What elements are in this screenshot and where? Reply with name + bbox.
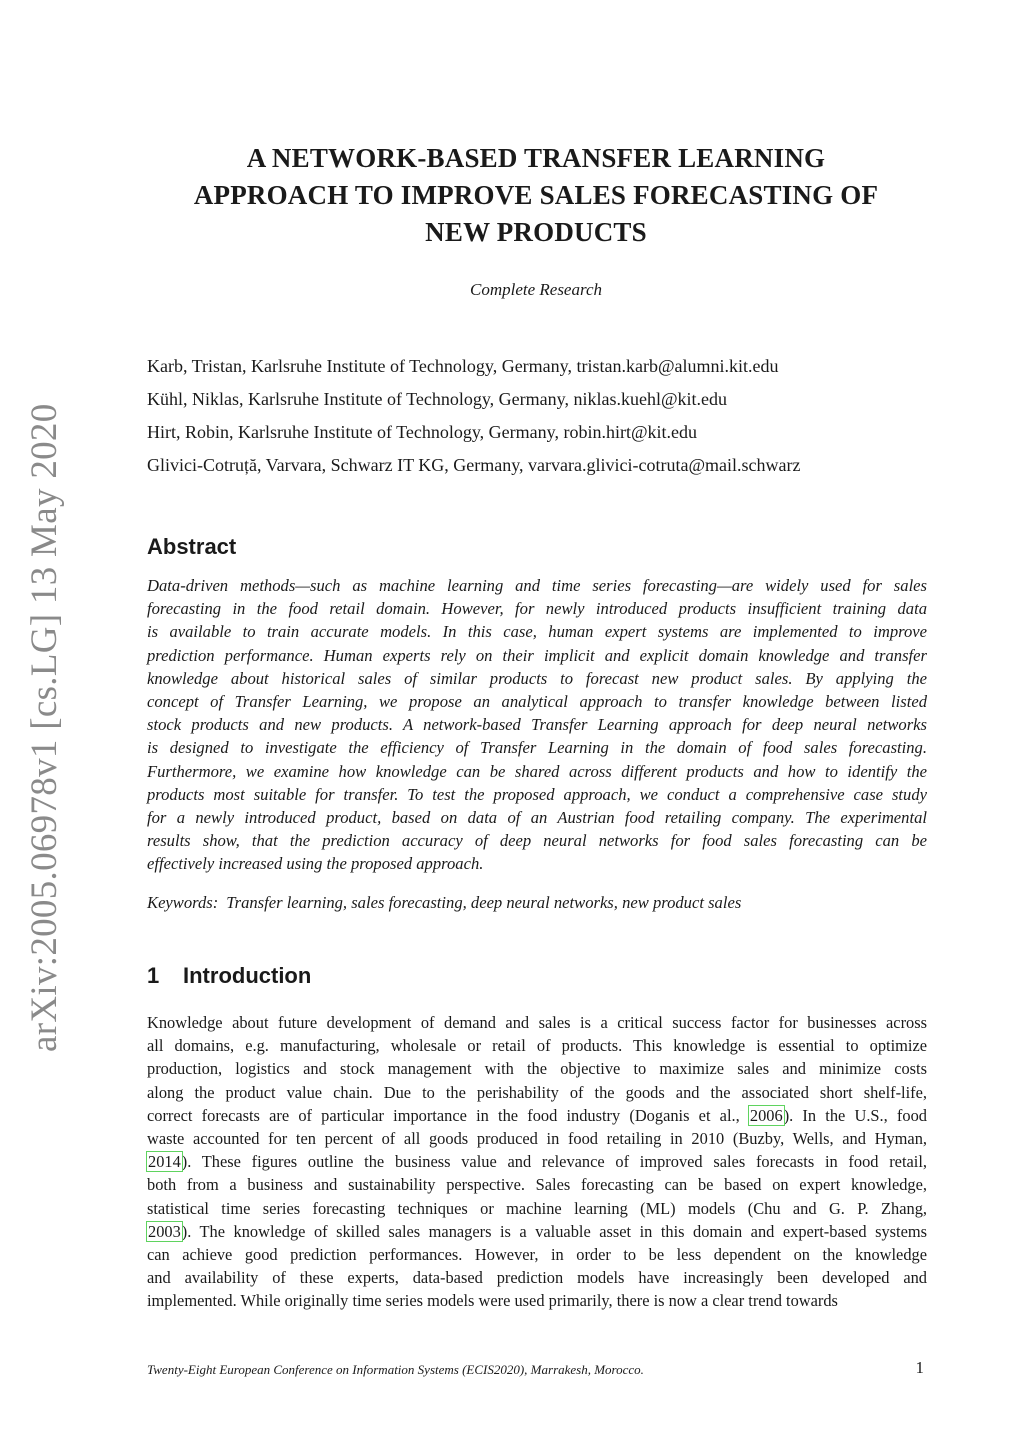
- paper-title: [140, 140, 932, 251]
- section-title: Introduction: [183, 963, 312, 988]
- keywords: [147, 893, 927, 913]
- abstract-line: results show, that the prediction accuracy of deep neural networks for food sales forecasting can be: [147, 831, 927, 851]
- intro-text: and availability of these experts, data-based prediction models have increasingly been developed and: [147, 1268, 927, 1288]
- introduction-text: [147, 1011, 927, 1313]
- intro-line: [147, 1057, 927, 1080]
- intro-text: waste accounted for ten percent of all goods produced in food retailing in 2010 (Buzby, Wells, and Hyman,: [147, 1129, 927, 1149]
- author-entry: Kühl, Niklas, Karlsruhe Institute of Technology, Germany, niklas.kuehl@kit.edu: [147, 389, 728, 409]
- intro-line: [147, 1011, 927, 1034]
- intro-text: all domains, e.g. manufacturing, wholesale or retail of products. This knowledge is essential to optimize: [147, 1036, 927, 1056]
- section-heading-introduction: [147, 963, 311, 989]
- intro-text: ). These figures outline the business value and relevance of improved sales forecasts in food retail,: [181, 1152, 927, 1172]
- intro-line: [147, 1266, 927, 1289]
- intro-line: [147, 1243, 927, 1266]
- author-list: [147, 350, 937, 482]
- intro-line: [147, 1150, 927, 1173]
- title-line: APPROACH TO IMPROVE SALES FORECASTING OF: [193, 180, 879, 210]
- citation-link[interactable]: 2006: [749, 1105, 783, 1125]
- intro-text: along the product value chain. Due to the perishability of the goods and the associated short shelf-life,: [147, 1082, 927, 1102]
- intro-text: statistical time series forecasting techniques or machine learning (ML) models (Chu and G. P. Zhang,: [147, 1198, 927, 1218]
- citation-link[interactable]: 2003: [148, 1221, 181, 1241]
- arxiv-identifier: arXiv:2005.06978v1 [cs.LG] 13 May 2020: [24, 403, 65, 1052]
- paper-type: Complete Research: [469, 280, 603, 299]
- abstract-line: stock products and new products. A network-based Transfer Learning approach for deep neural networks: [147, 715, 927, 735]
- keywords-label: Keywords:: [147, 893, 219, 912]
- intro-line: [147, 1081, 927, 1104]
- intro-line: [147, 1197, 927, 1220]
- abstract-line: knowledge about historical sales of similar products to forecast new product sales. By applying the: [147, 668, 927, 688]
- author-entry: Hirt, Robin, Karlsruhe Institute of Technology, Germany, robin.hirt@kit.edu: [147, 422, 698, 442]
- author-entry: Karb, Tristan, Karlsruhe Institute of Technology, Germany, tristan.karb@alumni.kit.edu: [147, 356, 779, 376]
- intro-text: ). The knowledge of skilled sales managers is a valuable asset in this domain and expert-based systems: [181, 1221, 927, 1241]
- section-number: 1: [147, 963, 160, 988]
- abstract-line: products most suitable for transfer. To test the proposed approach, we conduct a comprehensive case study: [147, 784, 927, 804]
- intro-text: implemented. While originally time series models were used primarily, there is now a clear trend towards: [147, 1291, 838, 1311]
- title-line: NEW PRODUCTS: [425, 217, 647, 247]
- title-line: A NETWORK-BASED TRANSFER LEARNING: [246, 143, 826, 173]
- author-entry: Glivici-Cotruță, Varvara, Schwarz IT KG, Germany, varvara.glivici-cotruta@mail.schwarz: [147, 455, 801, 475]
- conference-footer: Twenty-Eight European Conference on Information Systems (ECIS2020), Marrakesh, Morocco.: [147, 1362, 644, 1377]
- abstract-line: effectively increased using the proposed approach.: [147, 854, 484, 874]
- intro-text: correct forecasts are of particular importance in the food industry (Doganis et al.,: [147, 1105, 749, 1125]
- abstract-text: [147, 574, 927, 876]
- abstract-line: for a newly introduced product, based on data of an Austrian food retailing company. The experimental: [147, 808, 927, 828]
- citation-link[interactable]: 2014: [148, 1152, 181, 1172]
- abstract-line: concept of Transfer Learning, we propose an analytical approach to transfer knowledge between listed: [147, 692, 927, 712]
- abstract-line: Furthermore, we examine how knowledge can be shared across different products and how to identify the: [147, 761, 927, 781]
- intro-text: ). In the U.S., food: [783, 1105, 927, 1125]
- intro-text: production, logistics and stock management with the objective to maximize sales and minimize costs: [147, 1059, 927, 1079]
- intro-text: can achieve good prediction performances. However, in order to be less dependent on the knowledge: [147, 1245, 927, 1265]
- keywords-text: Transfer learning, sales forecasting, deep neural networks, new product sales: [226, 893, 742, 912]
- intro-text: both from a business and sustainability perspective. Sales forecasting can be based on expert knowledge,: [147, 1175, 927, 1195]
- intro-line: [147, 1034, 927, 1057]
- abstract-line: prediction performance. Human experts rely on their implicit and explicit domain knowledge and transfer: [147, 645, 927, 665]
- intro-line: [147, 1127, 927, 1150]
- intro-line: [147, 1104, 927, 1127]
- intro-line: [147, 1289, 927, 1312]
- abstract-line: is available to train accurate models. In this case, human expert systems are implemented to improve: [147, 622, 927, 642]
- abstract-line: is designed to investigate the efficiency of Transfer Learning in the domain of food sales forecasting.: [147, 738, 927, 758]
- intro-line: [147, 1220, 927, 1243]
- intro-text: Knowledge about future development of demand and sales is a critical success factor for businesses across: [147, 1013, 927, 1032]
- abstract-line: Data-driven methods—such as machine learning and time series forecasting—are widely used for sales: [147, 576, 927, 595]
- intro-line: [147, 1173, 927, 1196]
- page-number: 1: [915, 1358, 924, 1377]
- abstract-line: forecasting in the food retail domain. However, for newly introduced products insufficient training data: [147, 599, 927, 619]
- abstract-heading: Abstract: [147, 534, 237, 559]
